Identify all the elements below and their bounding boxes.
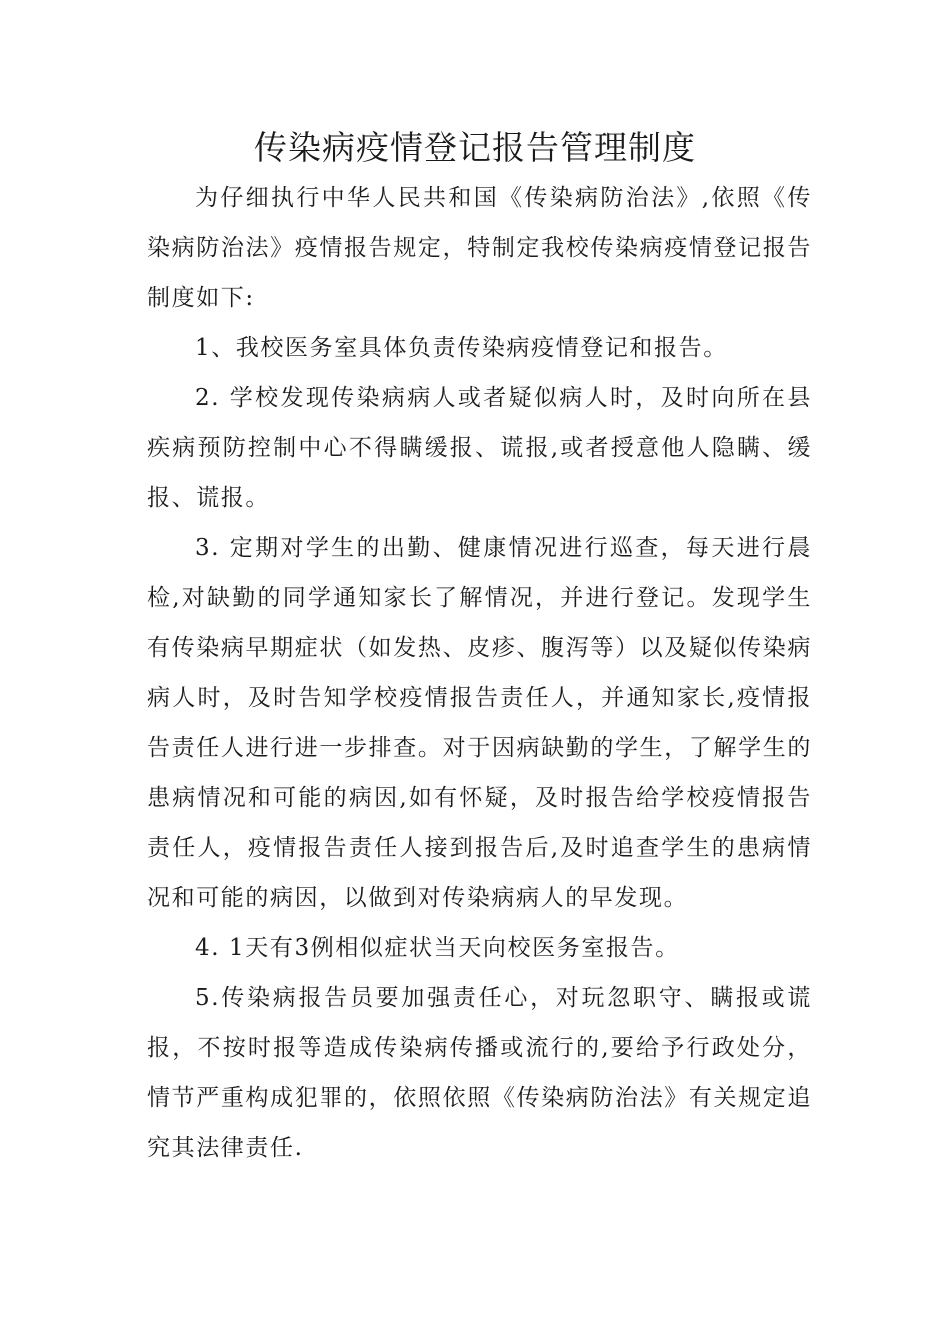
paragraph-item-4: 4. 1天有3例相似症状当天向校医务室报告。 (195, 935, 680, 961)
document-title: 传染病疫情登记报告管理制度 (254, 128, 696, 167)
document-body (147, 173, 812, 1173)
paragraph-item-2: 2. 学校发现传染病病人或者疑似病人时，及时向所在县疾病预防控制中心不得瞒缓报、谎报,或者授意他人隐瞒、缓报、谎报。 (147, 385, 812, 511)
paragraph-item-1: 1、我校医务室具体负责传染病疫情登记和报告。 (195, 335, 728, 361)
paragraph-item-3: 3. 定期对学生的出勤、健康情况进行巡查，每天进行晨检,对缺勤的同学通知家长了解情况，并进行登记。发现学生有传染病早期症状（如发热、皮疹、腹泻等）以及疑似传染病病人时，及时告知学校疫情报告责任人，并通知家长,疫情报告责任人进行进一步排查。对于因病缺勤的学生，了解学生的患病情况和可能的病因,如有怀疑，及时报告给学校疫情报告责任人，疫情报告责任人接到报告后,及时追查学生的患病情况和可能的病因，以做到对传染病病人的早发现。 (147, 535, 812, 911)
paragraph-item-5: 5.传染病报告员要加强责任心，对玩忽职守、瞒报或谎报，不按时报等造成传染病传播或流行的,要给予行政处分，情节严重构成犯罪的，依照依照《传染病防治法》有关规定追究其法律责任. (147, 985, 812, 1161)
paragraph-intro: 为仔细执行中华人民共和国《传染病防治法》,依照《传染病防治法》疫情报告规定，特制定我校传染病疫情登记报告制度如下: (147, 185, 812, 311)
